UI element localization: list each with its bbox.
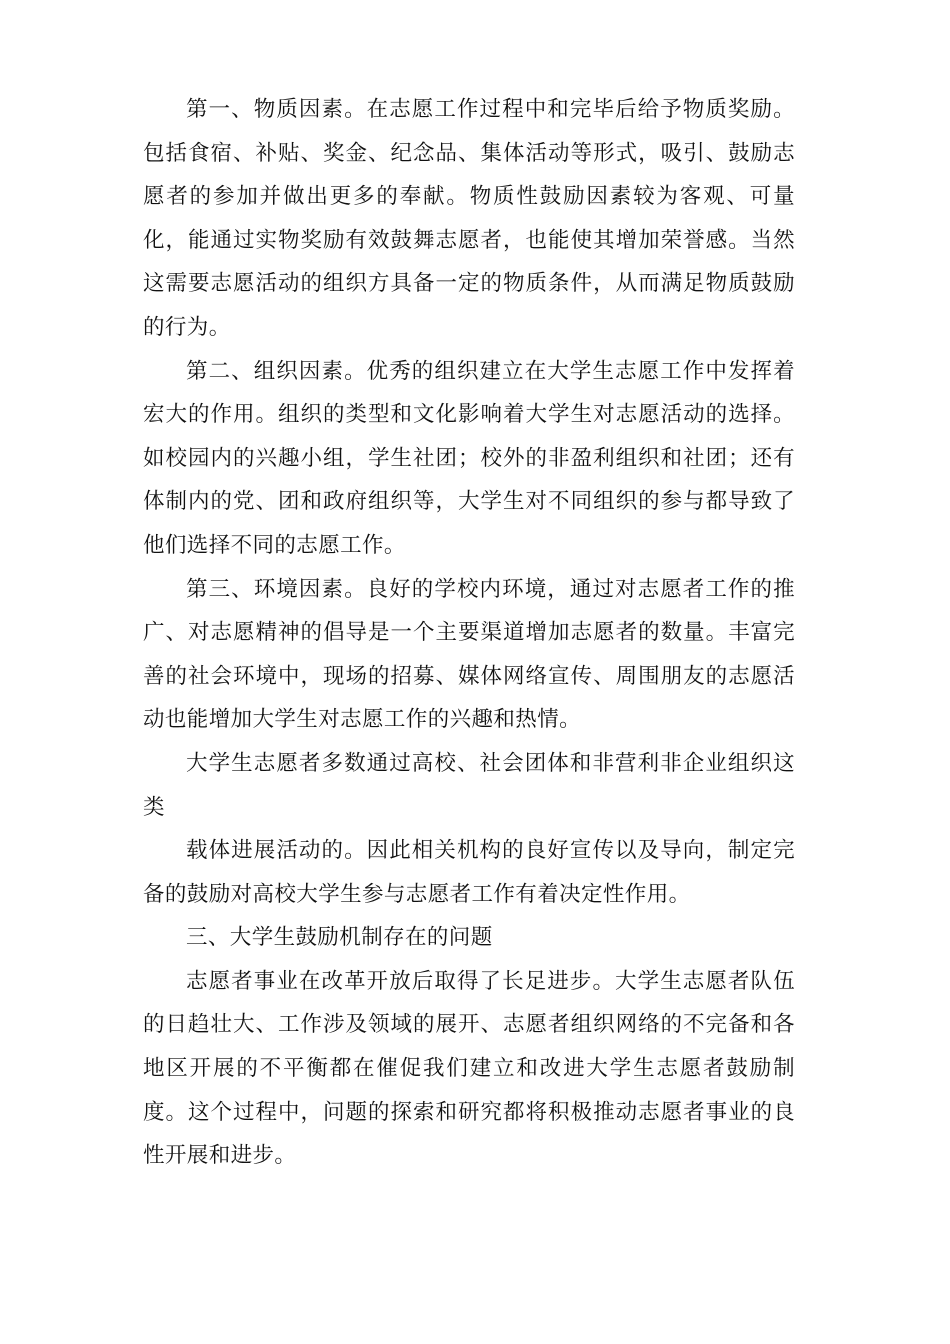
document-body: [143, 88, 795, 1178]
section-heading-problems: 三、大学生鼓励机制存在的问题: [186, 925, 493, 951]
paragraph-volunteer-carriers: 大学生志愿者多数通过高校、社会团体和非营利非企业组织这类: [143, 750, 795, 820]
paragraph-material-factor: 第一、物质因素。在志愿工作过程中和完毕后给予物质奖励。包括食宿、补贴、奖金、纪念品、集体活动等形式，吸引、鼓励志愿者的参加并做出更多的奉献。物质性鼓励因素较为客观、可量化，能通过实物奖励有效鼓舞志愿者，也能使其增加荣誉感。当然这需要志愿活动的组织方具备一定的物质条件，从而满足物质鼓励的行为。: [143, 97, 795, 340]
paragraph-carrier-activities: 载体进展活动的。因此相关机构的良好宣传以及导向，制定完备的鼓励对高校大学生参与志愿者工作有着决定性作用。: [143, 838, 795, 907]
paragraph-organization-factor: 第二、组织因素。优秀的组织建立在大学生志愿工作中发挥着宏大的作用。组织的类型和文化影响着大学生对志愿活动的选择。如校园内的兴趣小组，学生社团；校外的非盈利组织和社团；还有体制内的党、团和政府组织等，大学生对不同组织的参与都导致了他们选择不同的志愿工作。: [143, 358, 795, 558]
paragraph-volunteer-progress: 志愿者事业在改革开放后取得了长足进步。大学生志愿者队伍的日趋壮大、工作涉及领域的展开、志愿者组织网络的不完备和各地区开展的不平衡都在催促我们建立和改进大学生志愿者鼓励制度。这个过程中，问题的探索和研究都将积极推动志愿者事业的良性开展和进步。: [143, 968, 795, 1169]
paragraph-environment-factor: 第三、环境因素。良好的学校内环境，通过对志愿者工作的推广、对志愿精神的倡导是一个主要渠道增加志愿者的数量。丰富完善的社会环境中，现场的招募、媒体网络宣传、周围朋友的志愿活动也能增加大学生对志愿工作的兴趣和热情。: [143, 576, 795, 733]
